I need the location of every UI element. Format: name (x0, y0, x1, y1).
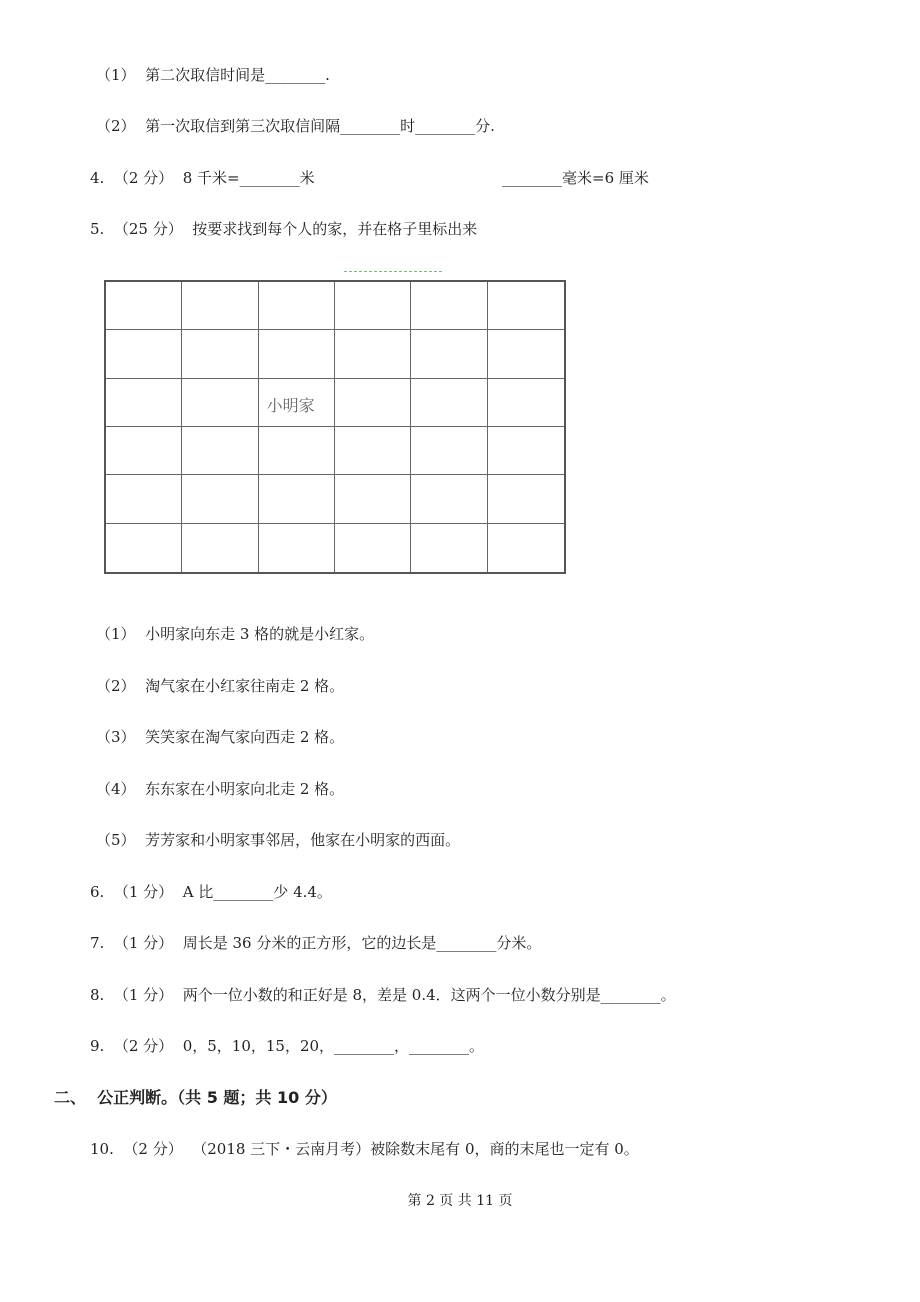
grid-cell[interactable] (106, 330, 182, 378)
grid-cell[interactable] (335, 524, 411, 572)
grid-cell[interactable] (335, 379, 411, 427)
grid-cell[interactable] (106, 282, 182, 330)
grid-cell[interactable] (411, 475, 487, 523)
grid-cell[interactable] (106, 475, 182, 523)
grid-cell[interactable] (488, 475, 564, 523)
grid-cell[interactable] (335, 282, 411, 330)
xiaoming-home-label: 小明家 (266, 395, 315, 415)
q6-question: 6. （1 分） A 比________少 4.4。 (90, 883, 332, 901)
grid-cell[interactable] (259, 524, 335, 572)
q5-question: 5. （25 分） 按要求找到每个人的家，并在格子里标出来 (90, 220, 478, 238)
grid-cell[interactable] (335, 475, 411, 523)
page-footer: 第 2 页 共 11 页 (407, 1193, 513, 1209)
grid-cell[interactable] (106, 379, 182, 427)
map-grid (104, 280, 566, 574)
grid-cell[interactable] (259, 330, 335, 378)
grid-cell[interactable] (335, 427, 411, 475)
grid-cell[interactable] (182, 379, 258, 427)
grid-cell[interactable] (106, 524, 182, 572)
q3-sub1: （1） 第二次取信时间是________. (96, 66, 330, 84)
q7-question: 7. （1 分） 周长是 36 分米的正方形，它的边长是________分米。 (90, 934, 542, 952)
grid-cell[interactable] (411, 282, 487, 330)
section-title: 二、 公正判断。（共 5 题；共 10 分） (54, 1088, 337, 1107)
grid-cell[interactable] (182, 427, 258, 475)
grid-cell[interactable] (488, 427, 564, 475)
q5-sub3: （3） 笑笑家在淘气家向西走 2 格。 (96, 728, 345, 746)
grid-cell[interactable] (335, 330, 411, 378)
grid-cell[interactable] (259, 427, 335, 475)
grid-cell[interactable] (259, 379, 335, 427)
q9-question: 9. （2 分） 0，5，10，15，20，________，________。 (90, 1037, 485, 1055)
grid-cell[interactable] (411, 524, 487, 572)
grid-cell[interactable] (182, 330, 258, 378)
grid-cell[interactable] (488, 379, 564, 427)
q4-right: ________毫米=6 厘米 (502, 169, 649, 187)
grid-cell[interactable] (411, 427, 487, 475)
q10-question: 10. （2 分） （2018 三下・云南月考）被除数末尾有 0，商的末尾也一定有 0。 (90, 1140, 639, 1158)
q5-sub4: （4） 东东家在小明家向北走 2 格。 (96, 780, 345, 798)
q5-sub1: （1） 小明家向东走 3 格的就是小红家。 (96, 625, 375, 643)
q3-sub2: （2） 第一次取信到第三次取信间隔________时________分. (96, 117, 495, 135)
q4-left: 4. （2 分） 8 千米=________米 (90, 169, 315, 187)
q5-sub5: （5） 芳芳家和小明家事邻居，他家在小明家的西面。 (96, 831, 461, 849)
grid-cell[interactable] (182, 282, 258, 330)
grid-dashed-line (344, 271, 442, 272)
grid-cell[interactable] (182, 475, 258, 523)
grid-cell[interactable] (106, 427, 182, 475)
grid-cell[interactable] (488, 524, 564, 572)
grid-cell[interactable] (488, 330, 564, 378)
grid-cell[interactable] (411, 330, 487, 378)
grid-cell[interactable] (259, 475, 335, 523)
q5-sub2: （2） 淘气家在小红家往南走 2 格。 (96, 677, 345, 695)
q8-question: 8. （1 分） 两个一位小数的和正好是 8，差是 0.4．这两个一位小数分别是________。 (90, 986, 676, 1004)
grid-cell[interactable] (182, 524, 258, 572)
grid-cell[interactable] (259, 282, 335, 330)
grid-cell[interactable] (411, 379, 487, 427)
grid-cell[interactable] (488, 282, 564, 330)
